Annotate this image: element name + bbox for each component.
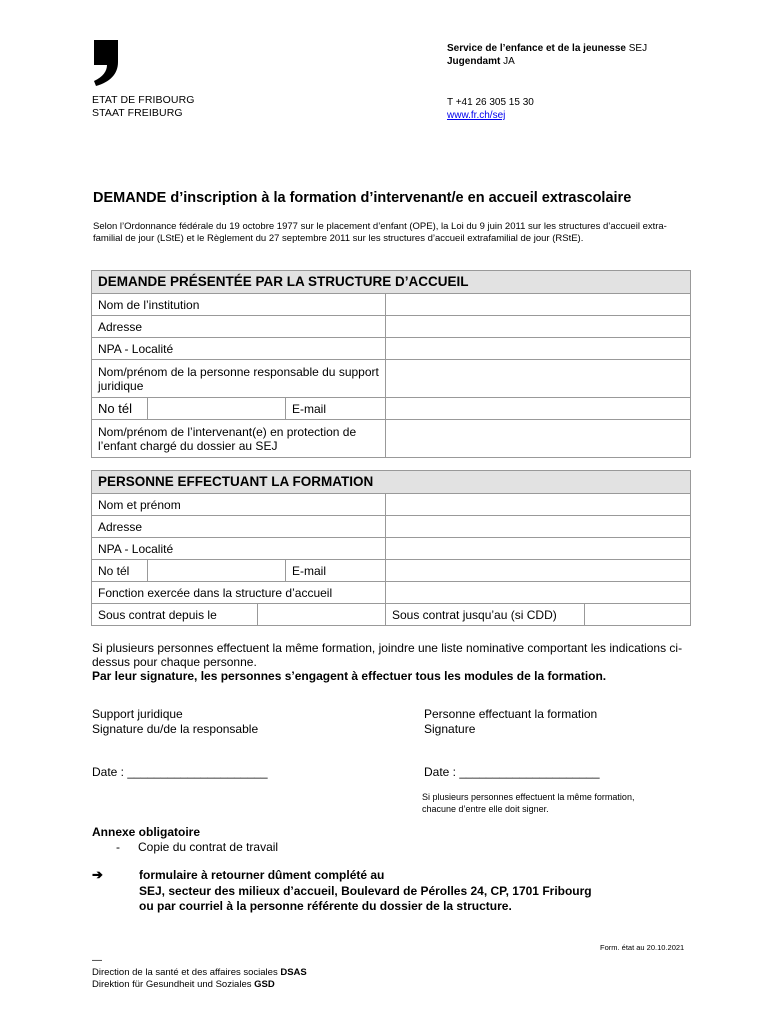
commitment-note: Par leur signature, les personnes s’engagent à effectuer tous les modules de la formation. xyxy=(92,669,607,683)
service-abbr-de: JA xyxy=(503,56,515,67)
return-line: ou par courriel à la personne référente du dossier de la structure. xyxy=(139,899,512,913)
contract-start-field[interactable] xyxy=(258,604,386,626)
npa-field[interactable] xyxy=(386,338,691,360)
signature-left-title: Support juridique xyxy=(92,707,183,721)
person-npa-field[interactable] xyxy=(386,538,691,560)
date-left-field[interactable]: Date : _____________________ xyxy=(92,765,268,779)
contract-end-field[interactable] xyxy=(585,604,691,626)
signature-note xyxy=(422,792,634,815)
signature-right-sub: Signature xyxy=(424,722,476,736)
signature-right-title: Personne effectuant la formation xyxy=(424,707,598,721)
contact-block xyxy=(447,96,534,122)
phone-field[interactable] xyxy=(148,398,286,420)
return-instructions xyxy=(139,868,592,915)
signature-left-sub: Signature du/de la responsable xyxy=(92,722,259,736)
list-dash: - xyxy=(116,840,120,854)
person-email-label: E-mail xyxy=(286,560,386,582)
intervenant-label: Nom/prénom de l’intervenant(e) en protection de l’enfant chargé du dossier au SEJ xyxy=(92,420,386,458)
footer-abbr-fr: DSAS xyxy=(280,967,307,978)
signature-note-line: chacune d’entre elle doit signer. xyxy=(422,803,549,814)
page-title-rest: d’inscription à la formation d’intervenant/e en accueil extrascolaire xyxy=(166,190,632,206)
person-name-label: Nom et prénom xyxy=(92,494,386,516)
intervenant-field[interactable] xyxy=(386,420,691,458)
person-email-field[interactable] xyxy=(386,560,691,582)
service-name-de: Jugendamt xyxy=(447,56,501,67)
org-line-de: STAAT FREIBURG xyxy=(92,107,183,119)
signature-note-line: Si plusieurs personnes effectuent la même formation, xyxy=(422,792,635,802)
annexe-item xyxy=(116,840,278,854)
footer-abbr-de: GSD xyxy=(254,979,275,990)
section-structure-heading: DEMANDE PRÉSENTÉE PAR LA STRUCTURE D’ACCUEIL xyxy=(92,271,691,294)
phone-label: No tél xyxy=(92,398,148,420)
arrow-right-icon: ➔ xyxy=(92,867,103,882)
service-abbr: SEJ xyxy=(628,43,648,54)
responsible-field[interactable] xyxy=(386,360,691,398)
function-label: Fonction exercée dans la structure d’accueil xyxy=(92,582,386,604)
person-address-field[interactable] xyxy=(386,516,691,538)
intro-text: Selon l’Ordonnance fédérale du 19 octobre 1977 sur le placement d’enfant (OPE), la Loi du 9 juin 2011 sur les structures d’accueil extra-familial de jour (LStE) et le Règlement du 27 septembre 2011 sur les structures d’accueil extrafamilial de jour (RStE). xyxy=(93,221,667,244)
institution-field[interactable] xyxy=(386,294,691,316)
function-field[interactable] xyxy=(386,582,691,604)
signature-right xyxy=(424,707,597,737)
website-link[interactable]: www.fr.ch/sej xyxy=(447,110,506,121)
email-field[interactable] xyxy=(386,398,691,420)
footer-directorate-fr: Direction de la santé et des affaires sociales xyxy=(92,967,278,978)
annexe-item-text: Copie du contrat de travail xyxy=(138,840,279,854)
footer-divider: — xyxy=(92,955,102,966)
service-name: Service de l’enfance et de la jeunesse xyxy=(447,43,626,54)
institution-label: Nom de l’institution xyxy=(92,294,386,316)
person-address-label: Adresse xyxy=(92,516,386,538)
section-person-heading: PERSONNE EFFECTUANT LA FORMATION xyxy=(92,471,691,494)
form-version-date: Form. état au 20.10.2021 xyxy=(600,943,685,952)
phone-number: T +41 26 305 15 30 xyxy=(447,97,534,108)
organization-name xyxy=(92,94,195,120)
email-label: E-mail xyxy=(286,398,386,420)
footer xyxy=(92,967,307,991)
responsible-label: Nom/prénom de la personne responsable du support juridique xyxy=(92,360,386,398)
section-person-table xyxy=(91,470,691,626)
footer-directorate-de: Direktion für Gesundheit und Soziales xyxy=(92,979,252,990)
fribourg-logo-icon xyxy=(92,40,120,86)
address-label: Adresse xyxy=(92,316,386,338)
page-title: DEMANDE d’inscription à la formation d’intervenant/e en accueil extrascolaire xyxy=(93,190,632,206)
person-npa-label: NPA - Localité xyxy=(92,538,386,560)
section-structure-table xyxy=(91,270,691,458)
annexe-title: Annexe obligatoire xyxy=(92,825,201,839)
org-line-fr: ETAT DE FRIBOURG xyxy=(92,94,195,106)
contract-end-label: Sous contrat jusqu’au (si CDD) xyxy=(386,604,585,626)
return-line: formulaire à retourner dûment complété au xyxy=(139,868,385,882)
date-right-field[interactable]: Date : _____________________ xyxy=(424,765,600,779)
contract-start-label: Sous contrat depuis le xyxy=(92,604,258,626)
signature-left xyxy=(92,707,258,737)
person-phone-field[interactable] xyxy=(148,560,286,582)
multi-person-note xyxy=(92,641,692,683)
person-phone-label: No tél xyxy=(92,560,148,582)
npa-label: NPA - Localité xyxy=(92,338,386,360)
multi-person-note-text: Si plusieurs personnes effectuent la même formation, joindre une liste nominative comportant les indications ci-dessus pour chaque personne. xyxy=(92,641,683,669)
return-address: SEJ, secteur des milieux d’accueil, Boulevard de Pérolles 24, CP, 1701 Fribourg xyxy=(139,883,592,898)
person-name-field[interactable] xyxy=(386,494,691,516)
service-block xyxy=(447,42,647,68)
address-field[interactable] xyxy=(386,316,691,338)
